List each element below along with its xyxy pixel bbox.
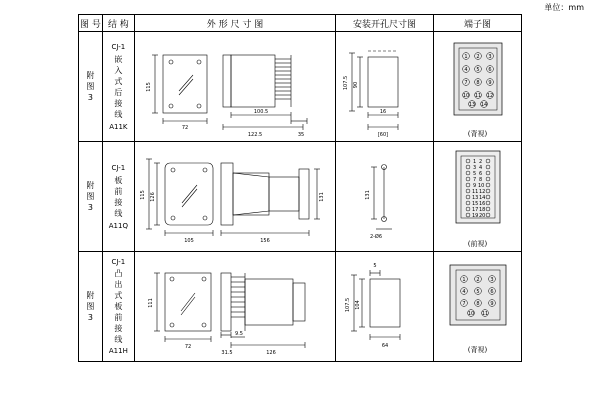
- row3-mount-dim-5: 5: [373, 262, 377, 269]
- row1-mount-dim-90: 90: [352, 81, 359, 88]
- row1-struct-3: 式: [114, 76, 123, 86]
- row1-dim-1225: 122.5: [247, 131, 263, 138]
- row1-tu-hao-line1: 附: [86, 71, 95, 80]
- header-kai-kong: 安装开孔尺寸图: [335, 15, 433, 32]
- row1-mount-dim-1075: 107.5: [342, 75, 349, 90]
- row2-struct-2: 前: [114, 186, 123, 196]
- svg-text:16: 16: [478, 200, 486, 207]
- row2-tu-hao-cell: [79, 142, 103, 252]
- row3-outline-drawing: [135, 253, 335, 361]
- svg-text:20: 20: [478, 212, 486, 219]
- table-row: [79, 32, 522, 142]
- row1-struct-2: 入: [114, 65, 123, 75]
- svg-text:10: 10: [477, 182, 485, 189]
- row1-structure-code: A11K: [109, 122, 128, 131]
- row1-mount-dim-60: [60]: [377, 131, 389, 138]
- row2-outline-cell: [134, 142, 335, 252]
- svg-text:5: 5: [472, 170, 477, 177]
- row1-structure-model: CJ-1: [111, 42, 126, 51]
- header-duan-zi: 端子图: [433, 15, 521, 32]
- row1-outline-drawing: [135, 33, 335, 141]
- svg-text:1: 1: [462, 276, 466, 283]
- row3-outline-cell: [134, 252, 335, 362]
- row1-terminal-caption: (背视): [467, 129, 488, 138]
- svg-text:1: 1: [464, 53, 468, 60]
- row2-terminal-caption: (前视): [467, 239, 488, 248]
- row3-tu-hao-cell: [79, 252, 103, 362]
- row2-struct-3: 接: [114, 197, 123, 207]
- row2-dim-126: 126: [149, 191, 156, 202]
- row3-dim-111: 111: [147, 297, 154, 308]
- row2-mount-drawing: [336, 143, 433, 251]
- row1-struct-5: 接: [114, 98, 123, 108]
- row1-dim-1005: 100.5: [253, 108, 269, 115]
- row2-dim-131: 131: [318, 191, 325, 202]
- row1-structure-cell: [102, 32, 134, 142]
- row3-dim-72: 72: [184, 343, 192, 350]
- row2-tu-hao-line1: 附: [86, 181, 95, 190]
- row2-tu-hao-line3: 3: [87, 203, 93, 212]
- svg-text:9: 9: [472, 182, 477, 189]
- row1-dim-35: 35: [297, 131, 305, 138]
- svg-text:6: 6: [478, 170, 483, 177]
- row3-struct-6: 接: [114, 324, 123, 333]
- row3-struct-1: 凸: [114, 269, 123, 278]
- svg-text:7: 7: [472, 176, 477, 183]
- row3-mount-drawing: [336, 253, 433, 361]
- svg-text:11: 11: [481, 310, 489, 317]
- row3-mount-dim-1075: 107.5: [344, 297, 351, 312]
- row3-tu-hao-line2: 图: [86, 302, 95, 311]
- row1-terminal-drawing: [434, 33, 521, 127]
- row3-terminal-cell: [433, 252, 521, 362]
- table-header-row: [79, 15, 522, 32]
- row3-struct-5: 前: [114, 313, 123, 322]
- row3-tu-hao-line1: 附: [86, 291, 95, 300]
- row3-struct-2: 出: [114, 280, 123, 289]
- svg-text:9: 9: [490, 300, 494, 307]
- svg-text:3: 3: [488, 53, 492, 60]
- row1-struct-6: 线: [114, 109, 123, 119]
- unit-note: 单位：mm: [544, 3, 584, 12]
- spec-table: [78, 14, 522, 362]
- row1-mount-dim-16: 16: [379, 108, 387, 115]
- svg-text:8: 8: [476, 79, 480, 86]
- svg-text:3: 3: [472, 164, 477, 171]
- row2-structure-model: CJ-1: [111, 163, 126, 172]
- row3-dim-315: 31.5: [221, 349, 233, 356]
- svg-text:19: 19: [471, 212, 479, 219]
- svg-text:6: 6: [488, 66, 492, 73]
- row3-dim-126: 126: [266, 349, 276, 356]
- row3-structure-cell: [102, 252, 134, 362]
- row3-struct-4: 板: [114, 302, 123, 311]
- row2-structure-code: A11Q: [108, 221, 128, 230]
- svg-text:4: 4: [462, 288, 466, 295]
- svg-text:2: 2: [478, 158, 483, 165]
- row3-struct-3: 式: [114, 291, 123, 300]
- svg-text:7: 7: [464, 79, 468, 86]
- svg-text:5: 5: [476, 288, 480, 295]
- row3-dim-95: 9.5: [235, 330, 243, 337]
- row1-tu-hao-line3: 3: [87, 93, 93, 102]
- row1-struct-4: 后: [114, 87, 123, 97]
- row3-mount-cell: [335, 252, 433, 362]
- svg-text:8: 8: [478, 176, 483, 183]
- row2-terminal-cell: [433, 142, 521, 252]
- svg-text:8: 8: [476, 300, 480, 307]
- row3-tu-hao-line3: 3: [87, 313, 93, 322]
- svg-text:17: 17: [471, 206, 479, 213]
- svg-text:11: 11: [471, 188, 479, 195]
- row2-mount-cell: [335, 142, 433, 252]
- svg-text:18: 18: [478, 206, 486, 213]
- row2-structure-cell: [102, 142, 134, 252]
- svg-text:7: 7: [462, 300, 466, 307]
- row2-tu-hao-line2: 图: [86, 192, 95, 201]
- svg-text:13: 13: [468, 101, 476, 108]
- row1-struct-1: 嵌: [114, 54, 123, 64]
- svg-text:11: 11: [474, 92, 482, 99]
- row2-dim-156: 156: [260, 237, 270, 244]
- svg-text:2: 2: [476, 276, 480, 283]
- svg-text:12: 12: [478, 188, 486, 195]
- svg-text:14: 14: [478, 194, 486, 201]
- svg-text:1: 1: [472, 158, 477, 165]
- svg-text:6: 6: [490, 288, 494, 295]
- svg-text:4: 4: [478, 164, 483, 171]
- row2-mount-dim-131: 131: [364, 189, 371, 200]
- svg-text:4: 4: [464, 66, 468, 73]
- row3-terminal-caption: (背视): [467, 345, 488, 354]
- svg-text:10: 10: [462, 92, 470, 99]
- row2-outline-drawing: [135, 143, 335, 251]
- svg-text:12: 12: [486, 92, 494, 99]
- row2-struct-1: 板: [114, 175, 123, 185]
- row3-mount-dim-64: 64: [381, 342, 389, 349]
- row1-outline-cell: [134, 32, 335, 142]
- row3-structure-code: A11H: [108, 347, 128, 355]
- row2-mount-dim-hole: 2-Ø6: [369, 233, 383, 240]
- row2-struct-4: 线: [114, 208, 123, 218]
- row2-dim-115: 115: [139, 189, 146, 200]
- row3-terminal-drawing: [434, 253, 521, 343]
- row1-mount-cell: [335, 32, 433, 142]
- row1-dim-72: 72: [181, 124, 189, 131]
- row1-terminal-cell: [433, 32, 521, 142]
- row3-struct-7: 线: [114, 335, 123, 344]
- svg-text:14: 14: [480, 101, 488, 108]
- svg-text:10: 10: [467, 310, 475, 317]
- row2-dim-105: 105: [184, 237, 194, 244]
- row3-mount-dim-104: 104: [354, 299, 361, 310]
- header-tu-hao: 图 号: [79, 15, 103, 32]
- header-wai-xing: 外 形 尺 寸 图: [134, 15, 335, 32]
- svg-text:9: 9: [488, 79, 492, 86]
- svg-text:2: 2: [476, 53, 480, 60]
- row1-mount-drawing: [336, 33, 433, 141]
- table-row: [79, 142, 522, 252]
- row2-terminal-drawing: [434, 143, 521, 237]
- row3-structure-model: CJ-1: [111, 258, 126, 266]
- row1-tu-hao-line2: 图: [86, 82, 95, 91]
- svg-text:13: 13: [471, 194, 479, 201]
- svg-text:5: 5: [476, 66, 480, 73]
- svg-text:15: 15: [471, 200, 479, 207]
- header-jie-gou: 结 构: [102, 15, 134, 32]
- row1-tu-hao-cell: [79, 32, 103, 142]
- svg-text:3: 3: [490, 276, 494, 283]
- row1-dim-115: 115: [145, 81, 152, 92]
- table-row: [79, 252, 522, 362]
